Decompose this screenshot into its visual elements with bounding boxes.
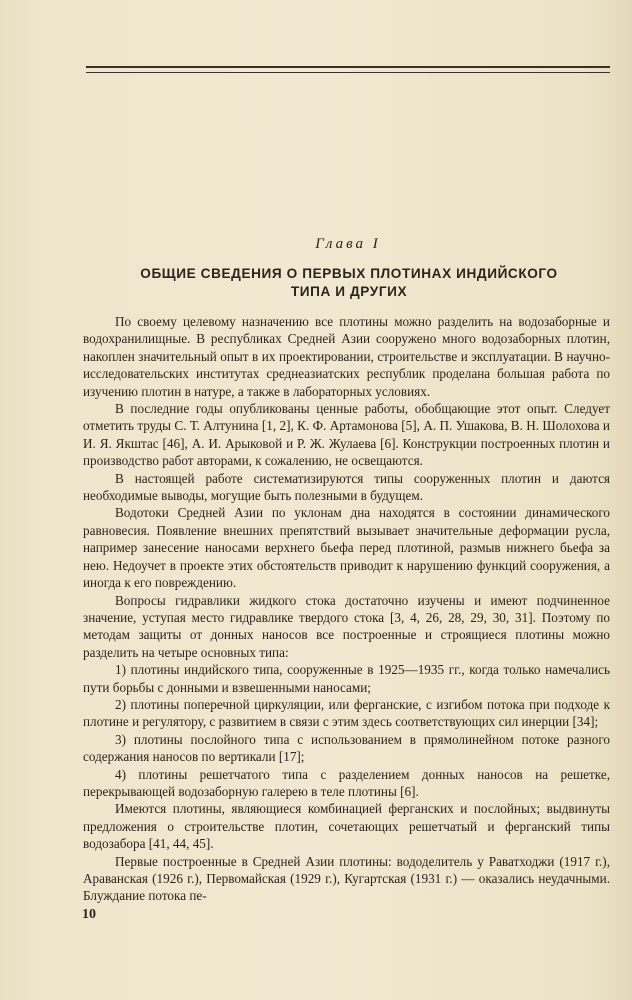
chapter-title bbox=[94, 265, 604, 301]
chapter-label: Глава I bbox=[315, 236, 381, 252]
header-rule-thin bbox=[86, 72, 610, 73]
page-number: 10 bbox=[82, 907, 96, 922]
list-item: 3) плотины послойного типа с использованием в прямолинейном потоке разного содержания наносов по вертикали [17]; bbox=[83, 731, 610, 765]
chapter-title-line-2: ТИПА И ДРУГИХ bbox=[290, 284, 408, 299]
paragraph: По своему целевому назначению все плотины можно разделить на водозаборные и водохранилищные. В республиках Средней Азии сооружено много водозаборных плотин, накоплен значительный опыт в их проектировании, строительстве и эксплуатации. В научно-исследовательских институтах среднеазиатских республик проделана большая работа по изучению плотин в натуре, а также в лабораторных условиях. bbox=[83, 314, 610, 399]
paragraph: Водотоки Средней Азии по уклонам дна находятся в состоянии динамического равновесия. Появление внешних препятствий вызывает значительные деформации русла, например занесение наносами верхнего бьефа перед плотиной, размыв нижнего бьефа за нею. Недоучет в проекте этих обстоятельств приводит к нарушению функций сооружения, а иногда к его повреждению. bbox=[83, 505, 610, 591]
body-text bbox=[83, 313, 610, 905]
paragraph: Имеются плотины, являющиеся комбинацией ферганских и послойных; выдвинуты предложения о строительстве плотин, сочетающих решетчатый и ферганский типы водозабора [41, 44, 45]. bbox=[83, 801, 610, 852]
list-item: 1) плотины индийского типа, сооруженные в 1925—1935 гг., когда только намечались пути борьбы с донными и взвешенными наносами; bbox=[83, 662, 610, 695]
paragraph: В последние годы опубликованы ценные работы, обобщающие этот опыт. Следует отметить труды С. Т. Алтунина [1, 2], К. Ф. Артамонова [5], А. П. Ушакова, В. Н. Шолохова и И. Я. Якштас [46], А. И. Арыковой и Р. Ж. Жулаева [6]. Конструкции построенных плотин и производство работ авторами, к сожалению, не освещаются. bbox=[83, 401, 610, 469]
list-item: 4) плотины решетчатого типа с разделением донных наносов на решетке, перекрывающей водозаборную галерею в теле плотины [6]. bbox=[83, 766, 610, 799]
header-rule-thick bbox=[86, 66, 610, 68]
chapter-title-line-1: ОБЩИЕ СВЕДЕНИЯ О ПЕРВЫХ ПЛОТИНАХ ИНДИЙСКОГО bbox=[140, 266, 558, 281]
paragraph: Вопросы гидравлики жидкого стока достаточно изучены и имеют подчиненное значение, уступая место гидравлике твердого стока [3, 4, 26, 28, 29, 30, 31]. Поэтому по методам защиты от донных наносов все построенные и строящиеся плотины можно разделить на четыре основных типа: bbox=[83, 592, 610, 660]
paragraph: Первые построенные в Средней Азии плотины: вододелитель у Раватходжи (1917 г.), Араванская (1926 г.), Первомайская (1929 г.), Кугартская (1931 г.) — оказались неудачными. Блуждание потока пе- bbox=[83, 853, 610, 904]
paragraph: В настоящей работе систематизируются типы сооруженных плотин и даются необходимые выводы, могущие быть полезными в будущем. bbox=[83, 470, 610, 504]
list-item: 2) плотины поперечной циркуляции, или ферганские, с изгибом потока при подходе к плотине и регулятору, с развитием в связи с этим здесь соответствующих сил инерции [34]; bbox=[83, 696, 610, 730]
